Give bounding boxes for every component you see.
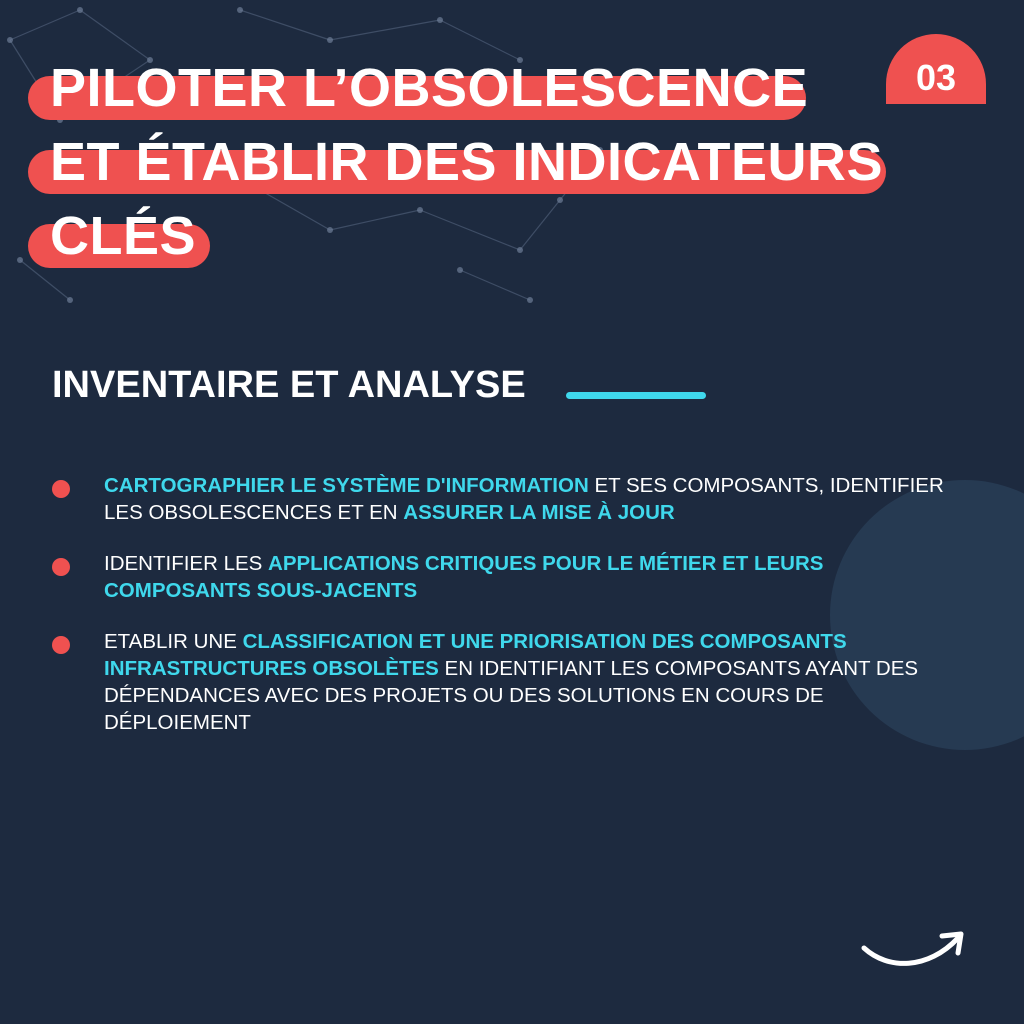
highlight-text: CARTOGRAPHIER LE SYSTÈME D'INFORMATION [104,474,589,497]
body-text: ETABLIR UNE [104,630,243,653]
body-text: IDENTIFIER LES [104,552,269,575]
curved-arrow-right-icon[interactable] [858,924,970,976]
page-number-badge [886,34,986,104]
page-title-line-3: CLÉS [50,206,197,266]
page-title-line-1: PILOTER L’OBSOLESCENCE [50,58,809,118]
red-dot-icon [52,480,70,498]
red-dot-icon [52,636,70,654]
page-number: 03 [915,57,957,98]
bullet-text [104,550,952,604]
bullet-text [104,628,952,736]
section-underline [566,392,706,399]
bullet-list [52,472,952,760]
body-text: ET SES COMPOSANTS, IDENTIFIER LES OBSOLESCENCES ET EN [104,474,944,524]
list-item [52,628,952,736]
highlight-text: ASSURER LA MISE À JOUR [403,501,675,524]
page-title-line-2: ET ÉTABLIR DES INDICATEURS [50,132,884,192]
bullet-text [104,472,952,526]
list-item [52,472,952,526]
highlight-text: CLASSIFICATION ET UNE PRIORISATION DES COMPOSANTS INFRASTRUCTURES OBSOLÈTES [104,630,847,680]
section-title: INVENTAIRE ET ANALYSE [52,364,526,406]
body-text: EN IDENTIFIANT LES COMPOSANTS AYANT DES DÉPENDANCES AVEC DES PROJETS OU DES SOLUTIONS EN COURS DE DÉPLOIEMENT [104,657,919,734]
red-dot-icon [52,558,70,576]
list-item [52,550,952,604]
highlight-text: APPLICATIONS CRITIQUES POUR LE MÉTIER ET LEURS COMPOSANTS SOUS-JACENTS [104,552,824,602]
